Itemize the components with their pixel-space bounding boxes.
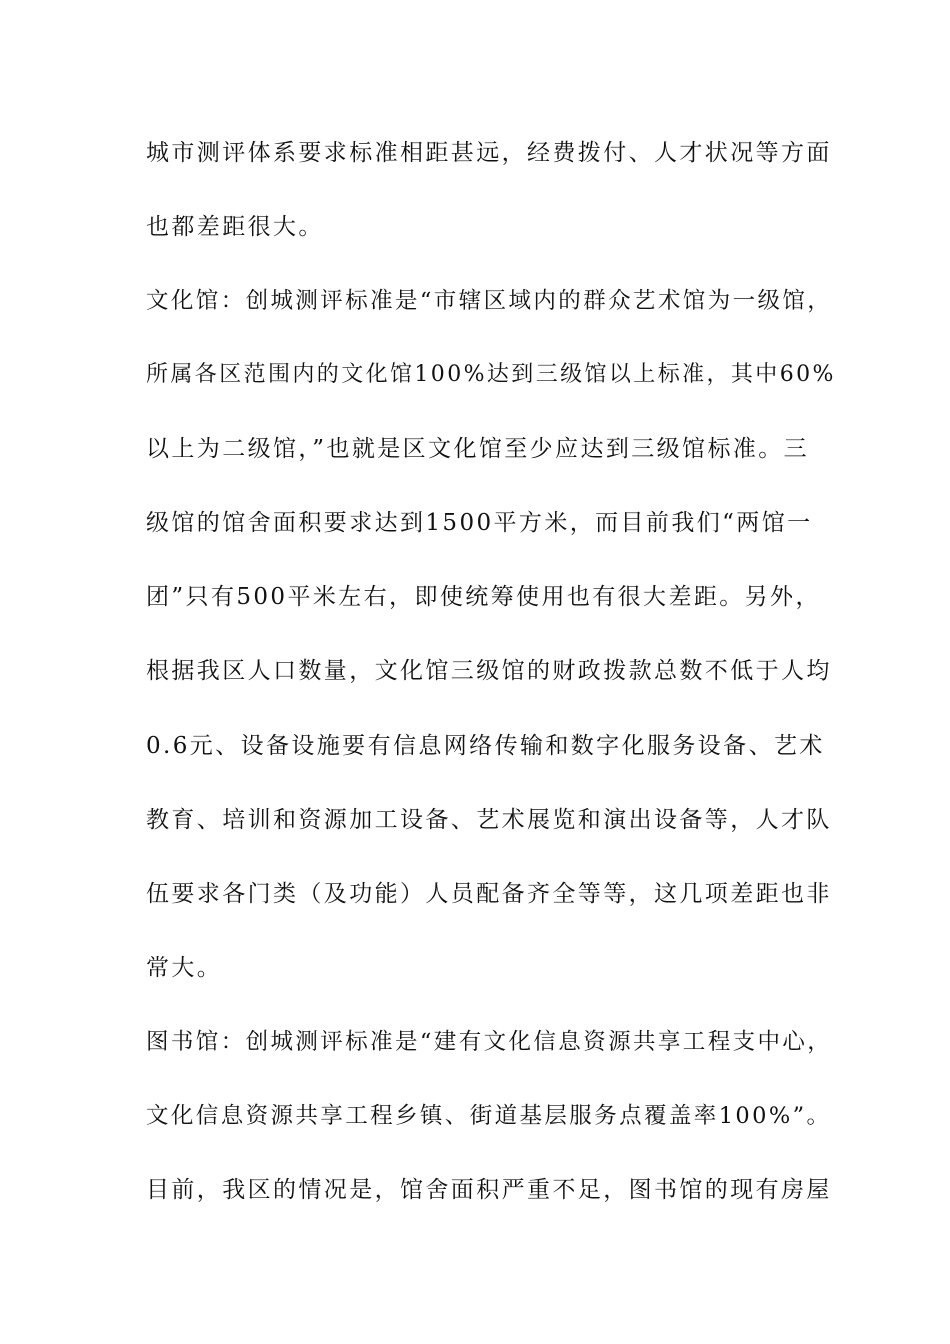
text-line: 伍要求各门类（及功能）人员配备齐全等等，这几项差距也非 (146, 881, 832, 907)
text-line: 图书馆：创城测评标准是“建有文化信息资源共享工程支中心， (146, 1029, 833, 1055)
text-line: 以上为二级馆，”也就是区文化馆至少应达到三级馆标准。三 (146, 436, 810, 462)
text-line: 文化馆：创城测评标准是“市辖区域内的群众艺术馆为一级馆， (146, 288, 833, 314)
text-line: 常大。 (146, 955, 223, 981)
text-line: 目前，我区的情况是，馆舍面积严重不足，图书馆的现有房屋 (146, 1177, 832, 1203)
text-line: 团”只有500平米左右，即使统筹使用也有很大差距。另外， (146, 584, 821, 610)
text-line: 教育、培训和资源加工设备、艺术展览和演出设备等，人才队 (146, 807, 832, 833)
text-line: 文化信息资源共享工程乡镇、街道基层服务点覆盖率100%”。 (146, 1103, 832, 1129)
text-line: 级馆的馆舍面积要求达到1500平方米，而目前我们“两馆一 (146, 510, 813, 536)
text-line: 所属各区范围内的文化馆100%达到三级馆以上标准，其中60% (146, 362, 836, 387)
text-line: 也都差距很大。 (146, 214, 324, 240)
text-line: 城市测评体系要求标准相距甚远，经费拨付、人才状况等方面 (146, 140, 832, 166)
text-line: 0.6元、设备设施要有信息网络传输和数字化服务设备、艺术 (146, 733, 825, 759)
text-line: 根据我区人口数量，文化馆三级馆的财政拨款总数不低于人均 (146, 658, 832, 684)
